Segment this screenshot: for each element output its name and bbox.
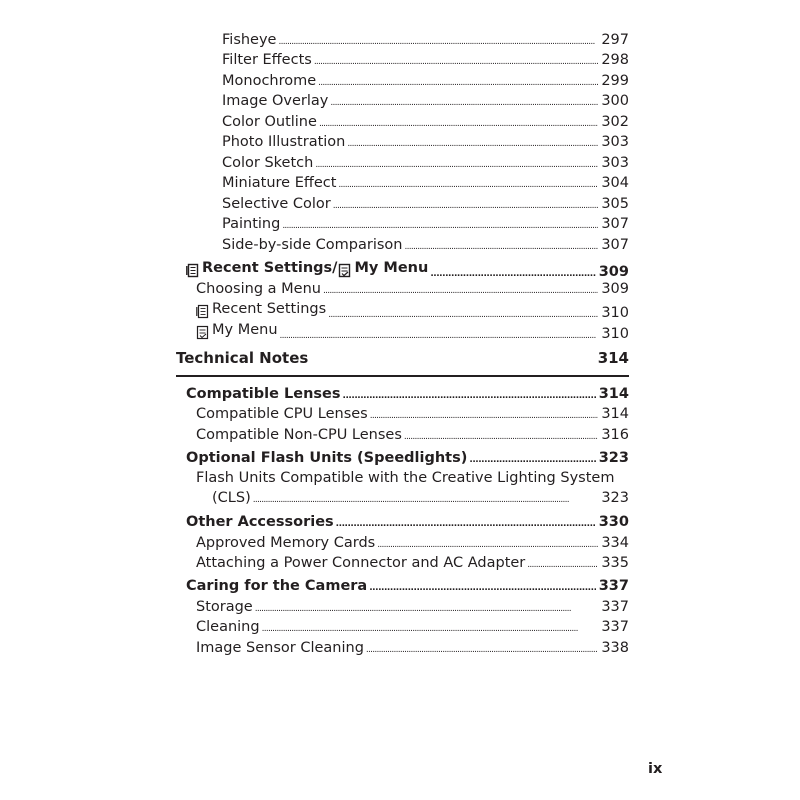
toc-page-number: 338 — [601, 640, 629, 656]
toc-heading-caring-for-the-camera[interactable] — [186, 576, 629, 596]
toc-entry-label: Fisheye — [222, 32, 277, 48]
toc-heading-label: Other Accessories — [186, 514, 334, 530]
toc-entry-compatible-non-cpu-lenses[interactable] — [196, 425, 629, 445]
toc-entry-choosing-a-menu[interactable] — [196, 279, 629, 299]
toc-entry-color-outline[interactable] — [222, 112, 629, 132]
toc-entry-label: Attaching a Power Connector and AC Adapter — [196, 555, 526, 571]
my-menu-icon — [196, 325, 209, 340]
recent-settings-icon — [186, 263, 199, 278]
toc-entry-label: Color Sketch — [222, 155, 314, 171]
toc-entry-label: Monochrome — [222, 73, 317, 89]
toc-entry-label: Filter Effects — [222, 52, 312, 68]
toc-entry-image-sensor-cleaning[interactable] — [196, 638, 629, 658]
toc-page-number: 337 — [601, 599, 629, 615]
leader-dots — [323, 281, 598, 301]
toc-entry-label: Flash Units Compatible with the Creative Lighting System — [196, 470, 615, 486]
toc-page-number: 337 — [598, 578, 629, 594]
leader-dots — [343, 386, 596, 406]
toc-page-number: 303 — [601, 155, 629, 171]
leader-dots — [527, 555, 598, 575]
toc-entry-label: Approved Memory Cards — [196, 535, 376, 551]
toc-heading-label — [186, 258, 428, 278]
toc-entry-storage[interactable] — [196, 597, 629, 617]
toc-entry-attaching-power-connector[interactable] — [196, 553, 629, 573]
leader-dots — [336, 514, 596, 534]
leader-dots — [369, 578, 596, 598]
toc-page-number: 335 — [601, 555, 629, 571]
toc-page-number: 303 — [601, 134, 629, 150]
toc-page-number: 309 — [598, 263, 629, 280]
toc-entry-miniature-effect[interactable] — [222, 173, 629, 193]
leader-dots — [366, 640, 598, 660]
toc-page-number: 297 — [601, 32, 629, 48]
toc-entry-image-overlay[interactable] — [222, 91, 629, 111]
toc-entry-side-by-side-comparison[interactable] — [222, 235, 629, 255]
toc-entry-label: Storage — [196, 599, 253, 615]
toc-page-number: 330 — [598, 514, 629, 530]
toc-page-number: 314 — [601, 406, 629, 422]
toc-entry-label: Image Overlay — [222, 93, 329, 109]
toc-page-number: 316 — [601, 427, 629, 443]
toc-page-number: 302 — [601, 114, 629, 130]
toc-heading-other-accessories[interactable] — [186, 512, 629, 532]
toc-entry-label: Color Outline — [222, 114, 317, 130]
toc-entry-compatible-cpu-lenses[interactable] — [196, 404, 629, 424]
toc-entry-monochrome[interactable] — [222, 71, 629, 91]
toc-heading-label: Caring for the Camera — [186, 578, 368, 594]
toc-entry-label — [196, 299, 326, 319]
toc-heading-optional-flash-units[interactable] — [186, 448, 629, 468]
leader-dots — [314, 52, 599, 72]
leader-dots — [315, 155, 598, 175]
toc-page-number: 309 — [601, 281, 629, 297]
leader-dots — [262, 619, 599, 639]
toc-entry-cleaning[interactable] — [196, 617, 629, 637]
toc-page-number: 310 — [601, 325, 629, 342]
toc-entry-label: Choosing a Menu — [196, 281, 321, 297]
section-page-number: 314 — [597, 349, 629, 367]
toc-page-number: 323 — [601, 490, 629, 506]
toc-page-number: 298 — [601, 52, 629, 68]
toc-entry-cls-line1[interactable] — [196, 468, 614, 488]
my-menu-icon — [338, 263, 351, 278]
toc-heading-recent-settings-my-menu[interactable] — [186, 258, 629, 278]
toc-entry-painting[interactable] — [222, 214, 629, 234]
entry-text: My Menu — [212, 322, 278, 338]
toc-entry-label: Photo Illustration — [222, 134, 346, 150]
toc-page-number: 334 — [601, 535, 629, 551]
toc-page-number: 304 — [601, 175, 629, 191]
toc-entry-cls-line2[interactable] — [212, 488, 629, 508]
toc-page-number: 305 — [601, 196, 629, 212]
toc-entry-fisheye[interactable] — [222, 30, 629, 50]
toc-page-number: 337 — [601, 619, 629, 635]
toc-entry-photo-illustration[interactable] — [222, 132, 629, 152]
entry-text: Recent Settings — [212, 301, 327, 317]
leader-dots — [370, 406, 599, 426]
leader-dots — [255, 599, 599, 619]
toc-entry-label: (CLS) — [212, 490, 251, 506]
leader-dots — [318, 73, 598, 93]
leader-dots — [404, 427, 598, 447]
toc-page-number: 314 — [598, 386, 629, 402]
toc-heading-label: Compatible Lenses — [186, 386, 341, 402]
toc-page-number: 299 — [601, 73, 629, 89]
leader-dots — [253, 490, 599, 510]
toc-heading-compatible-lenses[interactable] — [186, 384, 629, 404]
toc-page-number: 307 — [601, 237, 629, 253]
recent-settings-icon — [196, 304, 209, 319]
heading-text-recent-settings: Recent Settings/ — [202, 260, 338, 276]
toc-entry-label: Miniature Effect — [222, 175, 337, 191]
toc-entry-label: Compatible Non-CPU Lenses — [196, 427, 402, 443]
leader-dots — [280, 326, 599, 346]
leader-dots — [405, 237, 599, 257]
toc-entry-label: Side-by-side Comparison — [222, 237, 403, 253]
toc-page-number: 300 — [601, 93, 629, 109]
page-folio: ix — [648, 761, 663, 777]
leader-dots — [333, 196, 599, 216]
toc-entry-approved-memory-cards[interactable] — [196, 533, 629, 553]
leader-dots — [319, 114, 598, 134]
section-title: Technical Notes — [176, 349, 309, 367]
toc-entry-label: Cleaning — [196, 619, 260, 635]
section-divider — [176, 375, 629, 377]
toc-entry-filter-effects[interactable] — [222, 50, 629, 70]
leader-dots — [377, 535, 598, 555]
heading-text-my-menu: My Menu — [354, 260, 429, 276]
toc-entry-label: Painting — [222, 216, 281, 232]
toc-entry-label — [196, 320, 278, 340]
toc-page-number: 307 — [601, 216, 629, 232]
leader-dots — [282, 216, 598, 236]
toc-entry-label: Compatible CPU Lenses — [196, 406, 368, 422]
toc-entry-label: Selective Color — [222, 196, 331, 212]
toc-entry-my-menu[interactable] — [196, 320, 629, 340]
leader-dots — [338, 175, 598, 195]
toc-entry-recent-settings[interactable] — [196, 299, 629, 319]
toc-entry-selective-color[interactable] — [222, 194, 629, 214]
section-heading-technical-notes[interactable] — [176, 348, 629, 368]
leader-dots — [330, 93, 598, 113]
toc-entry-label: Image Sensor Cleaning — [196, 640, 364, 656]
toc-page-number: 310 — [601, 304, 629, 321]
leader-dots — [278, 32, 598, 52]
toc-page-number: 323 — [598, 450, 629, 466]
leader-dots — [469, 450, 595, 470]
toc-heading-label: Optional Flash Units (Speedlights) — [186, 450, 468, 466]
leader-dots — [347, 134, 598, 154]
toc-entry-color-sketch[interactable] — [222, 153, 629, 173]
